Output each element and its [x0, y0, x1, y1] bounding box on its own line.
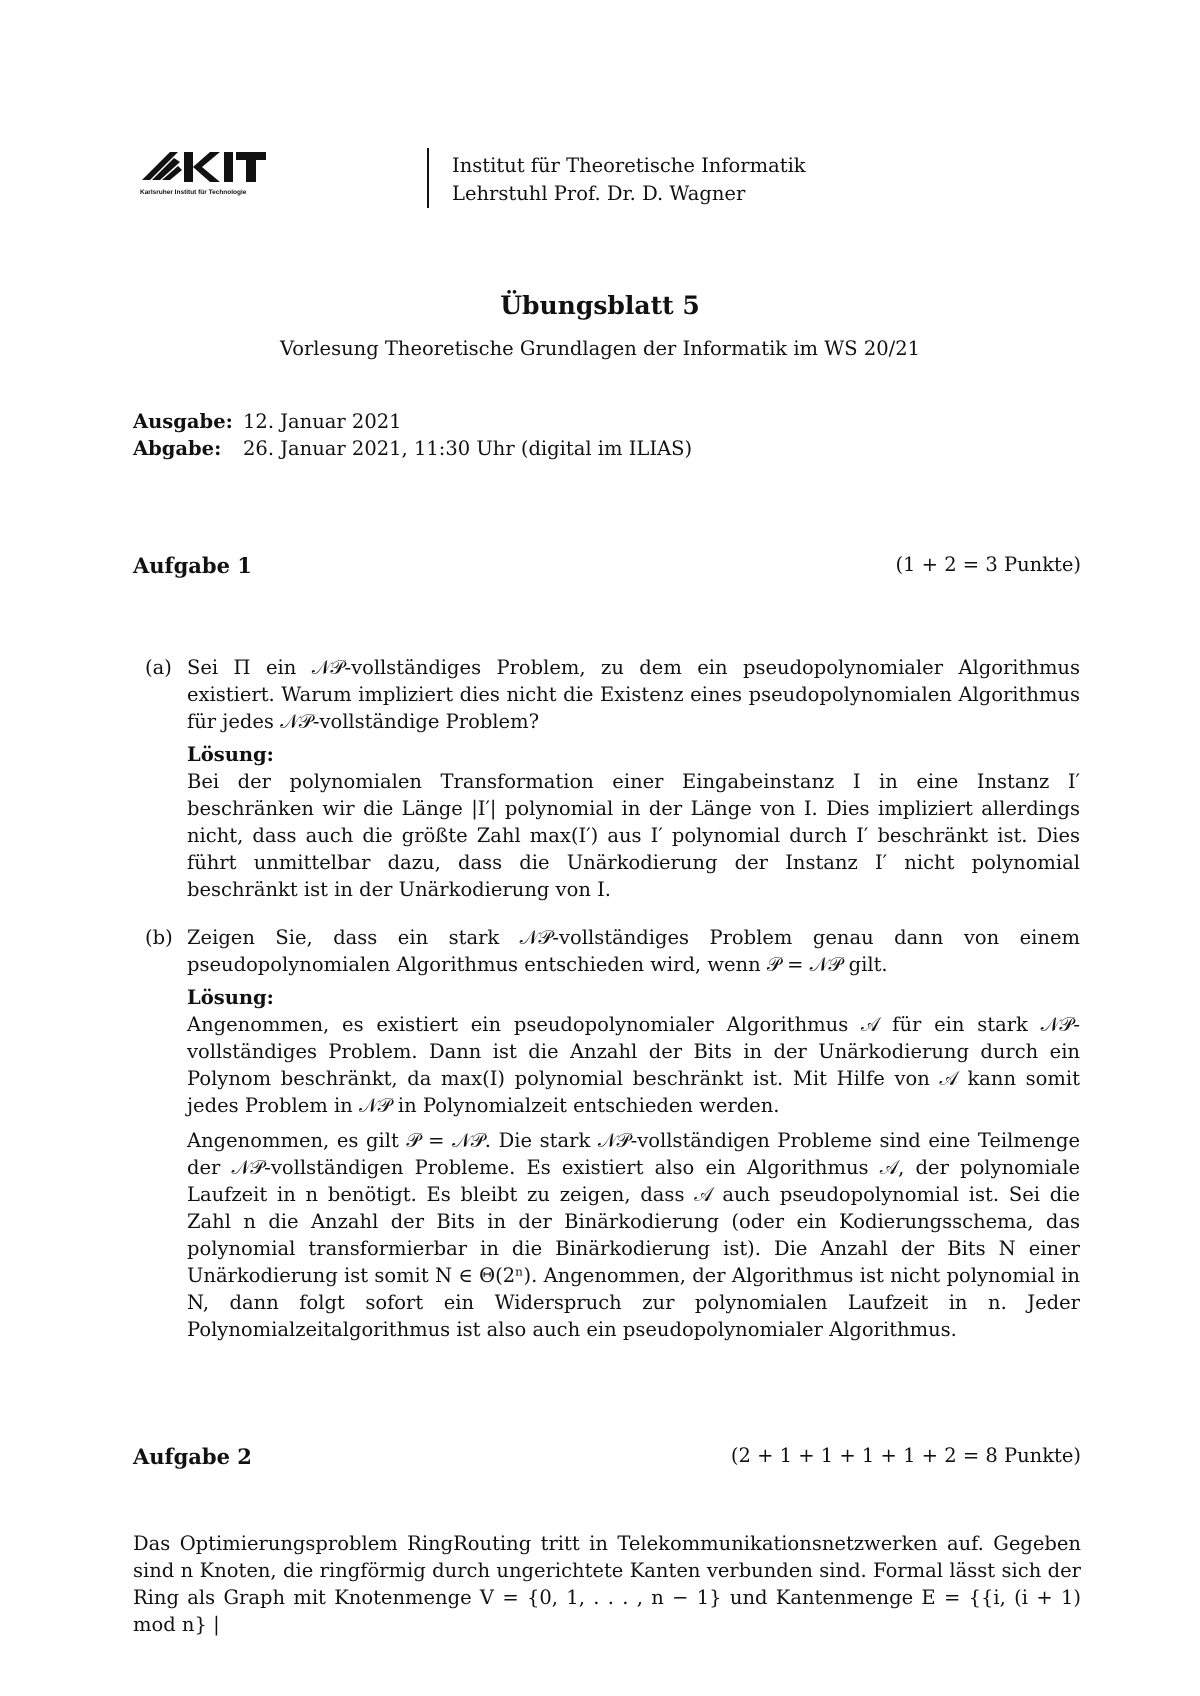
ausgabe-row [133, 408, 692, 435]
page-header [140, 148, 1140, 208]
chair-name: Lehrstuhl Prof. Dr. D. Wagner [452, 182, 746, 205]
solution-paragraph: Bei der polynomialen Transformation einer Eingabeinstanz I in eine Instanz I′ beschränken wir die Länge |I′| polynomial in der Länge von I. Dies impliziert allerdings nicht, dass auch die größte Zahl max(I′) aus I′ polynomial durch I′ beschränkt ist. Dies führt unmittelbar dazu, dass die Unärkodierung der Instanz I′ nicht polynomial beschränkt ist in der Unärkodierung von I. [187, 770, 1080, 901]
task-2-intro: Das Optimierungsproblem RingRouting tritt in Telekommunikationsnetzwerken auf. Gegeben sind n Knoten, die ringförmig durch ungerichtete Kanten verbunden sind. Formal lässt sich der Ring als Graph mit Knotenmenge V = {0, 1, . . . , n − 1} und Kantenmenge E = {{i, (i + 1) mod n} | [133, 1532, 1081, 1636]
subtask-label: (a) [145, 656, 172, 679]
task-2-heading [133, 1444, 1081, 1472]
svg-text:Karlsruher Institut für Techno: Karlsruher Institut für Technologie [140, 189, 247, 196]
task-1-heading [133, 553, 1081, 581]
abgabe-value: 26. Januar 2021, 11:30 Uhr (digital im ILIAS) [243, 437, 693, 460]
task-1b [145, 924, 1080, 1351]
title-block [0, 290, 1200, 362]
solution-label: Lösung: [187, 986, 274, 1009]
task-2-points: (2 + 1 + 1 + 1 + 1 + 2 = 8 Punkte) [730, 1444, 1081, 1467]
solution-text [187, 768, 1080, 903]
task-1-points: (1 + 2 = 3 Punkte) [895, 553, 1081, 576]
institute-info [452, 152, 806, 208]
solution-label: Lösung: [187, 743, 274, 766]
task-1a [145, 654, 1080, 911]
task-1-name: Aufgabe 1 [133, 553, 252, 578]
ausgabe-label: Ausgabe: [133, 410, 233, 433]
ausgabe-value: 12. Januar 2021 [243, 410, 402, 433]
subtask-label: (b) [145, 926, 173, 949]
solution-text [187, 1011, 1080, 1343]
abgabe-label: Abgabe: [133, 437, 222, 460]
abgabe-row [133, 435, 692, 462]
task-2-name: Aufgabe 2 [133, 1444, 252, 1469]
kit-logo [140, 148, 270, 204]
solution-paragraph: Angenommen, es gilt 𝒫 = 𝒩𝒫. Die stark 𝒩𝒫-vollständigen Probleme sind eine Teilmenge der 𝒩𝒫-vollständigen Probleme. Es existiert also ein Algorithmus 𝒜, der polynomiale Laufzeit in n benötigt. Es bleibt zu zeigen, dass 𝒜 auch pseudopolynomial ist. Sei die Zahl n die Anzahl der Bits in der Binärkodierung (oder ein Kodierungsschema, das polynomial transformierbar in die Binärkodierung ist). Die Anzahl der Bits N einer Unärkodierung ist somit N ∈ Θ(2ⁿ). Angenommen, der Algorithmus ist nicht polynomial in N, dann folgt sofort ein Widerspruch zur polynomialen Laufzeit in n. Jeder Polynomialzeitalgorithmus ist also auch ein pseudopolynomialer Algorithmus. [187, 1129, 1080, 1341]
subtask-question: Sei Π ein 𝒩𝒫-vollständiges Problem, zu dem ein pseudopolynomialer Algorithmus existiert. Warum impliziert dies nicht die Existenz eines pseudopolynomialen Algorithmus für jedes 𝒩𝒫-vollständige Problem? [187, 656, 1080, 733]
header-divider [427, 148, 429, 208]
institute-name: Institut für Theoretische Informatik [452, 154, 806, 177]
page-title: Übungsblatt 5 [500, 291, 700, 320]
subtask-question: Zeigen Sie, dass ein stark 𝒩𝒫-vollständiges Problem genau dann von einem pseudopolynomialen Algorithmus entschieden wird, wenn 𝒫 = 𝒩𝒫 gilt. [187, 926, 1080, 976]
page-subtitle: Vorlesung Theoretische Grundlagen der Informatik im WS 20/21 [279, 337, 921, 360]
dates-block [133, 408, 692, 462]
solution-paragraph: Angenommen, es existiert ein pseudopolynomialer Algorithmus 𝒜 für ein stark 𝒩𝒫-vollständiges Problem. Dann ist die Anzahl der Bits in der Unärkodierung durch ein Polynom beschränkt, da max(I) polynomial beschränkt ist. Mit Hilfe von 𝒜 kann somit jedes Problem in 𝒩𝒫 in Polynomialzeit entschieden werden. [187, 1013, 1080, 1117]
